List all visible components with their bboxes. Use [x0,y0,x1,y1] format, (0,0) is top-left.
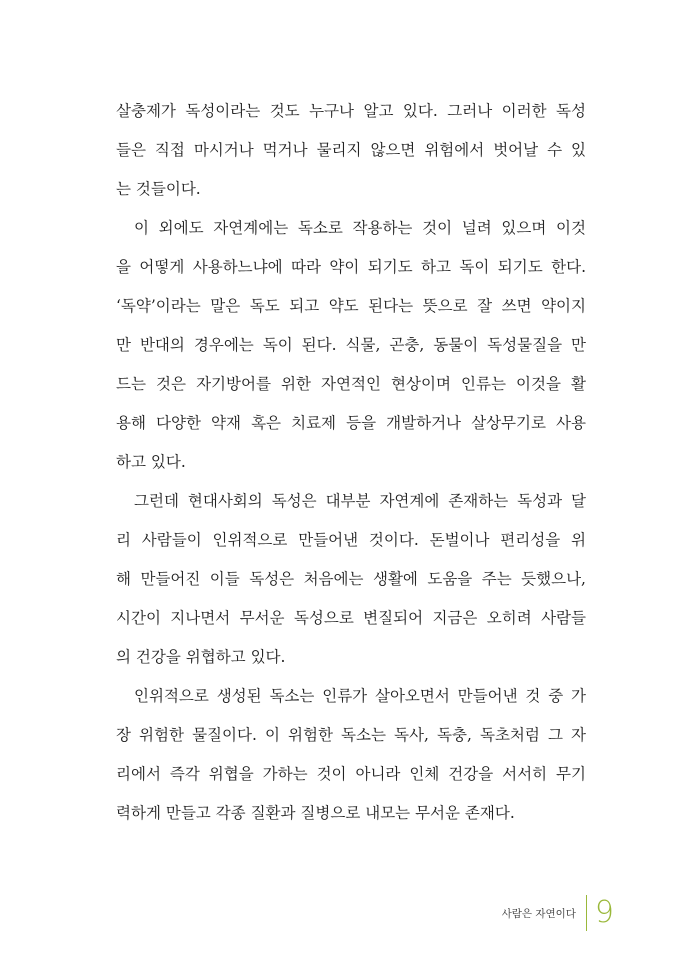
running-title: 사람은 자연이다 [501,907,576,920]
body-line: 드는 것은 자기방어를 위한 자연적인 현상이며 인류는 이것을 활 [116,375,586,393]
body-line: 력하게 만들고 각종 질환과 질병으로 내모는 무서운 존재다. [116,804,515,822]
body-line: 장 위험한 물질이다. 이 위험한 독소는 독사, 독충, 독초처럼 그 자 [116,726,586,744]
page-number: 9 [594,895,614,930]
body-line: 이 외에도 자연계에는 독소로 작용하는 것이 널려 있으며 이것 [134,219,586,237]
body-line: 용해 다양한 약재 혹은 치료제 등을 개발하거나 살상무기로 사용 [116,414,586,432]
page-body-text [116,92,586,833]
body-line: 는 것들이다. [116,180,201,198]
footer-divider [586,895,587,931]
body-line: 을 어떻게 사용하느냐에 따라 약이 되기도 하고 독이 되기도 한다. [116,258,586,276]
page-footer [502,891,614,935]
body-line: 그런데 현대사회의 독성은 대부분 자연계에 존재하는 독성과 달 [134,492,586,510]
body-line: ‘독약’이라는 말은 독도 되고 약도 된다는 뜻으로 잘 쓰면 약이지 [116,297,586,315]
body-line: 들은 직접 마시거나 먹거나 물리지 않으면 위험에서 벗어날 수 있 [116,141,586,159]
body-line: 하고 있다. [116,453,186,471]
body-line: 리에서 즉각 위협을 가하는 것이 아니라 인체 건강을 서서히 무기 [116,765,586,783]
body-line: 시간이 지나면서 무서운 독성으로 변질되어 지금은 오히려 사람들 [116,609,586,627]
body-line: 만 반대의 경우에는 독이 된다. 식물, 곤충, 동물이 독성물질을 만 [116,336,586,354]
body-line: 리 사람들이 인위적으로 만들어낸 것이다. 돈벌이나 편리성을 위 [116,531,586,549]
body-line: 살충제가 독성이라는 것도 누구나 알고 있다. 그러나 이러한 독성 [116,102,586,120]
body-line: 해 만들어진 이들 독성은 처음에는 생활에 도움을 주는 듯했으나, [116,570,586,588]
body-line: 인위적으로 생성된 독소는 인류가 살아오면서 만들어낸 것 중 가 [134,687,586,705]
body-line: 의 건강을 위협하고 있다. [116,648,286,666]
